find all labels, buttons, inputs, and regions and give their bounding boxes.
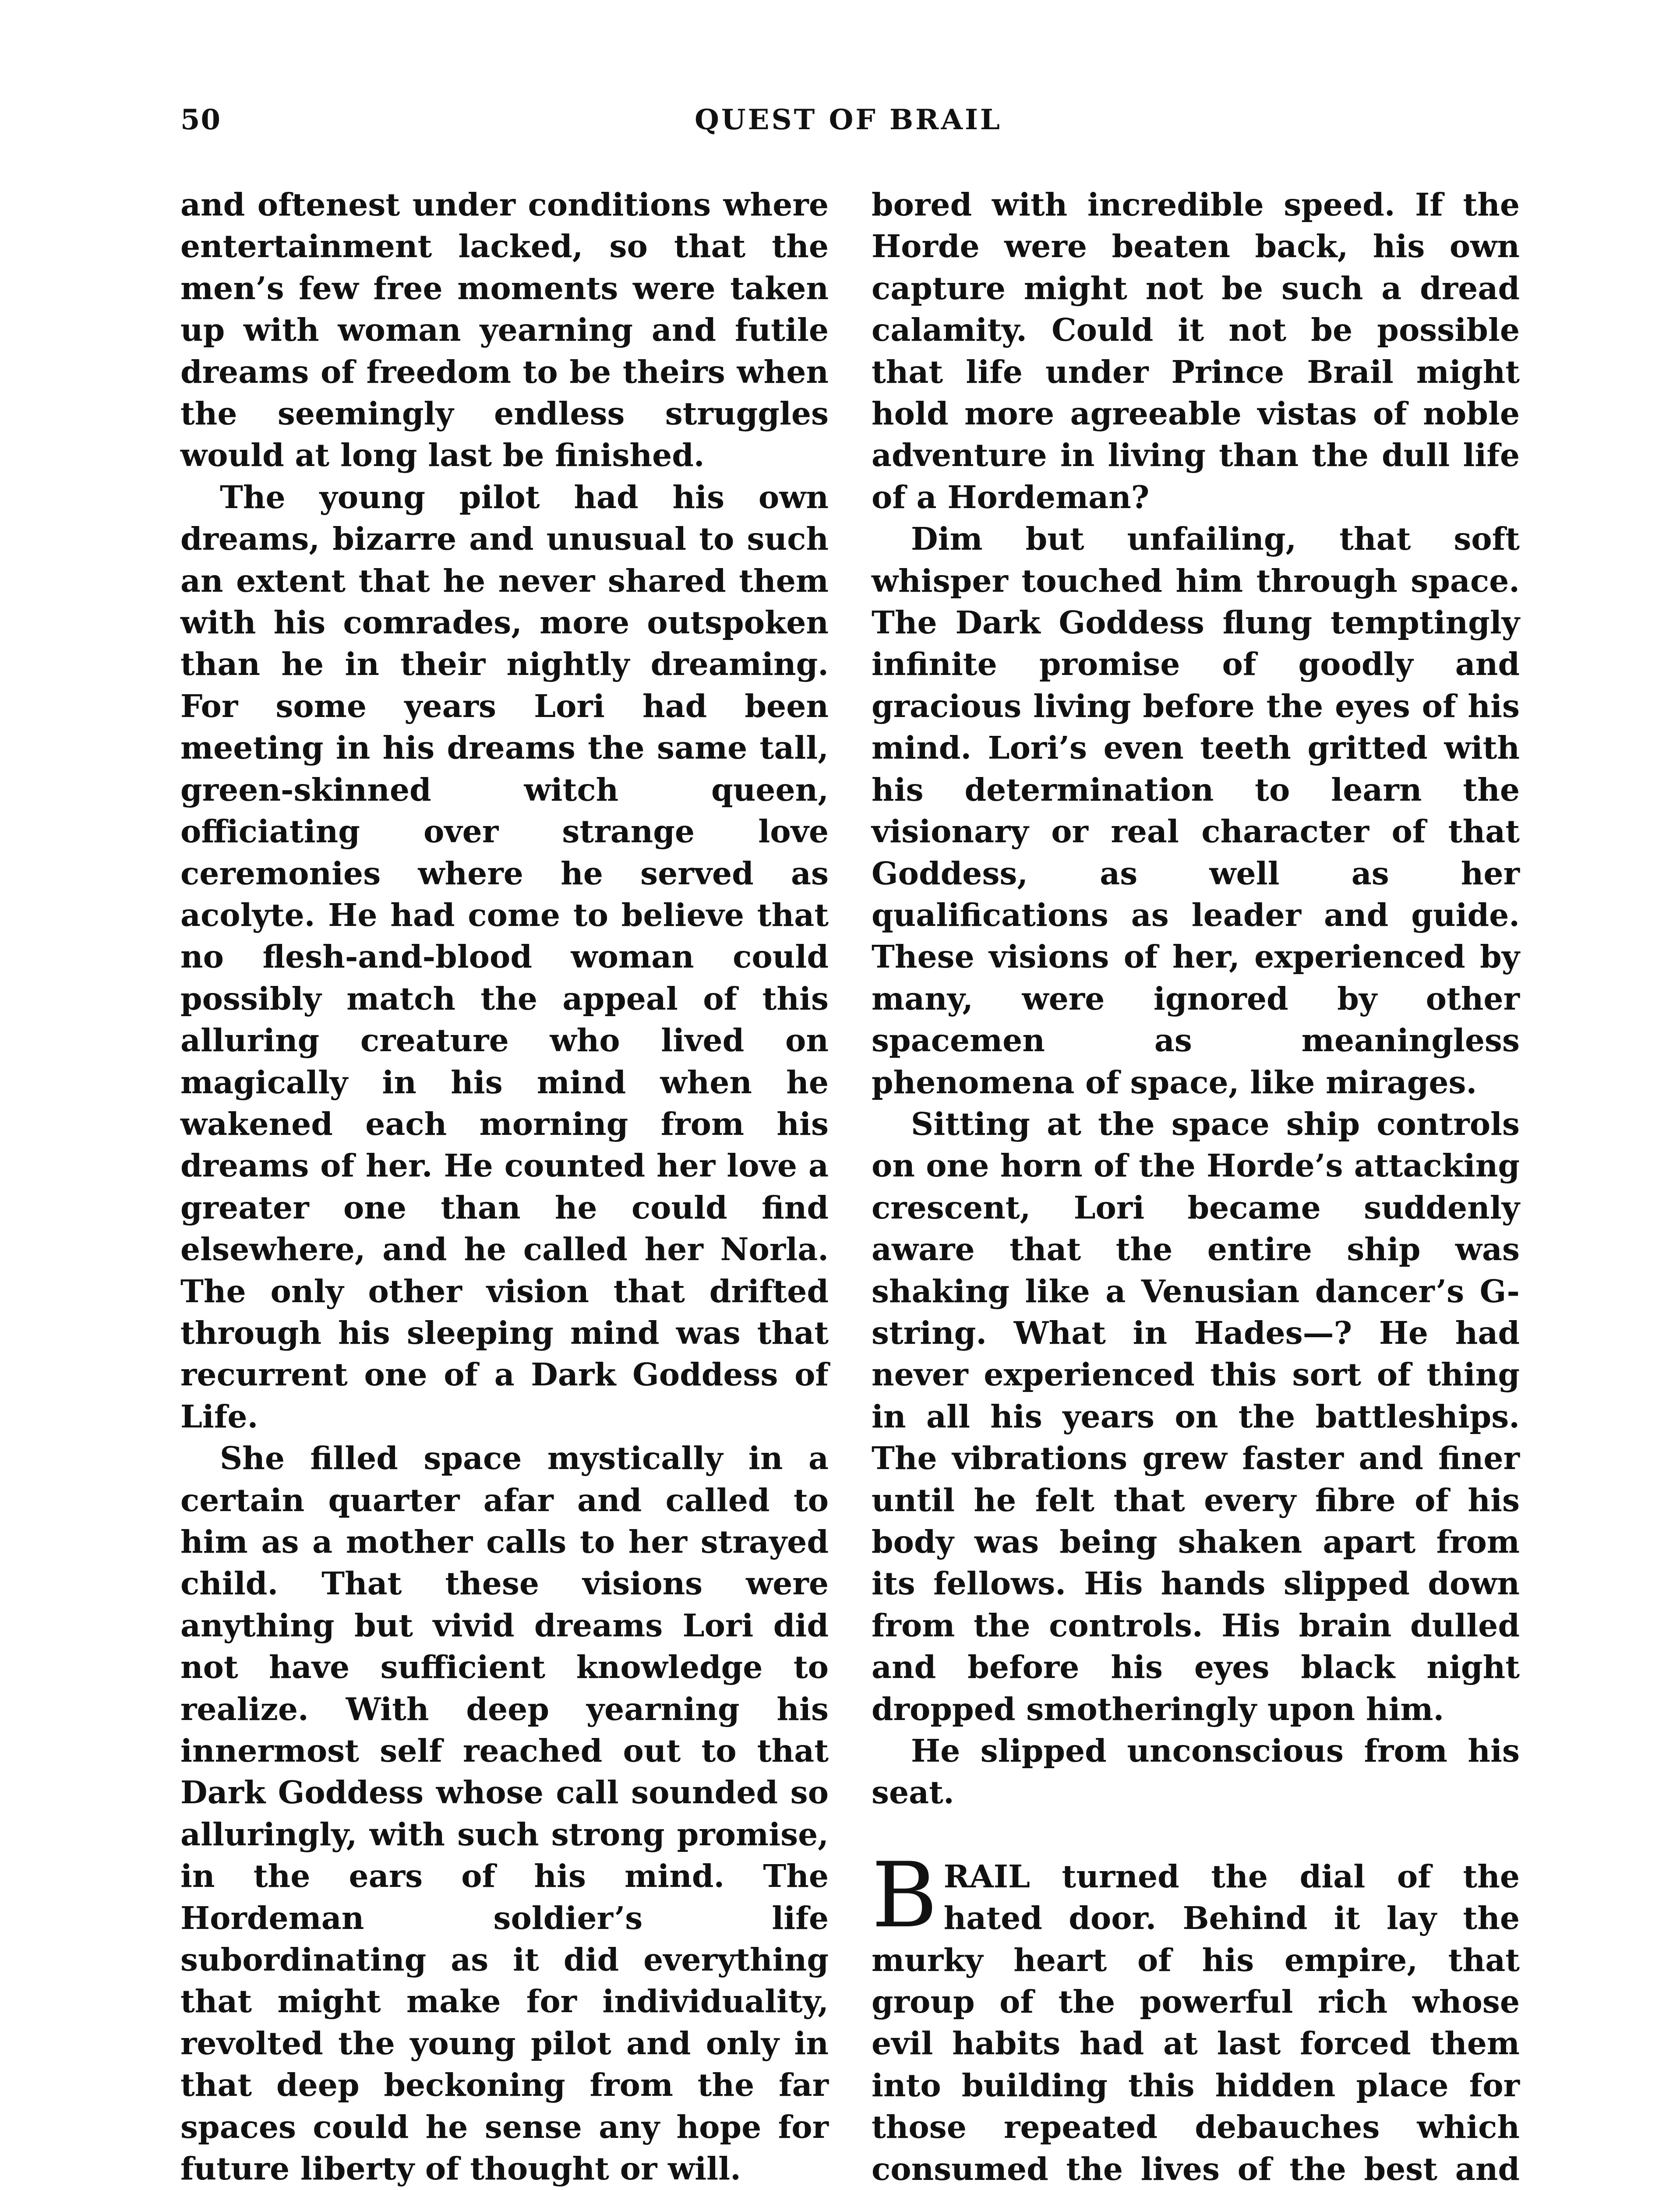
left-column bbox=[180, 184, 829, 2190]
paragraph: The young pilot had his own dreams, bizarre and unusual to such an extent that he never shared them with his comrades, more outspoken than he in their nightly dreaming. For some years Lori had been meeting in his dreams the same tall, green-skinned witch queen, officiating over strange love ceremonies where he served as acolyte. He had come to believe that no flesh-and-blood woman could possibly match the appeal of this alluring creature who lived on magically in his mind when he wakened each morning from his dreams of her. He counted her love a greater one than he could find elsewhere, and he called her Norla. The only other vision that drifted through his sleeping mind was that recurrent one of a Dark Goddess of Life. bbox=[180, 478, 829, 1435]
paragraph: He slipped unconscious from his seat. bbox=[872, 1732, 1520, 1811]
drop-cap: B bbox=[872, 1843, 938, 1948]
paragraph: bored with incredible speed. If the Horde were beaten back, his own capture might not be such a dread calamity. Could it not be possible that life under Prince Brail might hold more agreeable vistas of noble adventure in living than the dull life of a Hordeman? bbox=[872, 186, 1520, 516]
section-text: RAIL turned the dial of the hated door. Behind it lay the murky heart of his empire, that group of the powerful rich whose evil habits had at last forced them into building this hidden place for those repeated debauches which consumed the lives of the best and bbox=[872, 1858, 1520, 2187]
paragraph: Sitting at the space ship controls on one horn of the Horde’s attacking crescent, Lori became suddenly aware that the entire ship was shaking like a Venusian dancer’s G-string. What in Hades—? He had never experienced this sort of thing in all his years on the battleships. The vibrations grew faster and finer until he felt that every fibre of his body was being shaken apart from its fellows. His hands slipped down from the controls. His brain dulled and before his eyes black night dropped smotheringly upon him. bbox=[872, 1105, 1520, 1727]
section-start-paragraph bbox=[872, 1843, 1520, 2190]
paragraph: She filled space mystically in a certain quarter afar and called to him as a mother calls to her strayed child. That these visions were anything but vivid dreams Lori did not have sufficient knowledge to realize. With deep yearning his innermost self reached out to that Dark Goddess whose call sounded so alluringly, with such strong promise, in the ears of his mind. The Hordeman soldier’s life subordinating as it did everything that might make for individuality, revolted the young pilot and only in that deep beckoning from the far spaces could he sense any hope for future liberty of thought or will. bbox=[180, 1440, 829, 2187]
page-header bbox=[180, 103, 1516, 143]
page-number: 50 bbox=[180, 103, 222, 136]
paragraph: Dim but unfailing, that soft whisper touched him through space. The Dark Goddess flung temptingly infinite promise of goodly and gracious living before the eyes of his mind. Lori’s even teeth gritted with his determination to learn the visionary or real character of that Goddess, as well as her qualifications as leader and guide. These visions of her, experienced by many, were ignored by other spacemen as meaningless phenomena of space, like mirages. bbox=[872, 520, 1520, 1101]
running-title: QUEST OF BRAIL bbox=[695, 103, 1002, 136]
right-column bbox=[872, 184, 1520, 2190]
paragraph: and oftenest under conditions where entertainment lacked, so that the men’s few free moments were taken up with woman yearning and futile dreams of freedom to be theirs when the seemingly endless struggles would at long last be finished. bbox=[180, 186, 829, 474]
